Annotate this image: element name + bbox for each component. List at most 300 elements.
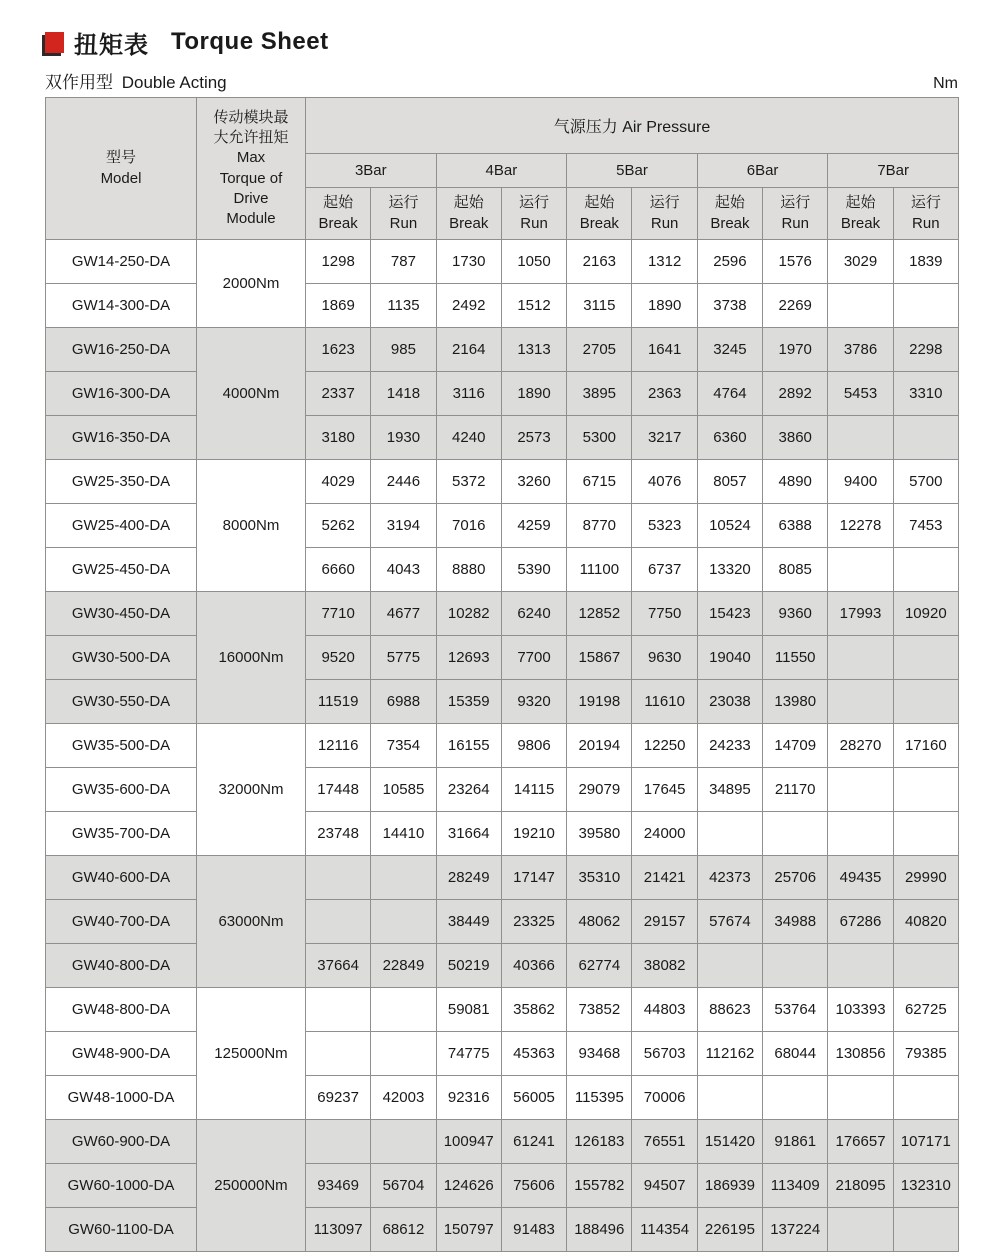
break-header-chinese: 起始	[323, 194, 354, 212]
torque-value-cell: 11550	[763, 636, 828, 680]
torque-value-cell: 3180	[306, 416, 371, 460]
torque-value-cell: 11100	[567, 548, 632, 592]
table-row	[46, 1164, 959, 1208]
torque-value-cell: 2573	[501, 416, 566, 460]
torque-value-cell	[763, 812, 828, 856]
torque-value-cell: 19040	[697, 636, 762, 680]
run-header-english: Run	[389, 214, 418, 232]
torque-value-cell: 7750	[632, 592, 697, 636]
torque-value-cell: 1512	[501, 284, 566, 328]
table-row	[46, 504, 959, 548]
torque-value-cell: 76551	[632, 1120, 697, 1164]
torque-value-cell	[893, 636, 958, 680]
model-cell: GW60-1000-DA	[46, 1164, 197, 1208]
torque-value-cell	[306, 1120, 371, 1164]
break-header	[436, 188, 501, 240]
subtitle-chinese: 双作用型	[45, 73, 113, 92]
torque-value-cell: 22849	[371, 944, 436, 988]
torque-value-cell: 985	[371, 328, 436, 372]
torque-value-cell: 15423	[697, 592, 762, 636]
max-torque-cell: 8000Nm	[197, 460, 306, 592]
torque-value-cell: 6360	[697, 416, 762, 460]
torque-value-cell: 92316	[436, 1076, 501, 1120]
torque-value-cell: 1418	[371, 372, 436, 416]
torque-value-cell	[697, 1076, 762, 1120]
torque-value-cell: 1839	[893, 240, 958, 284]
model-cell: GW16-250-DA	[46, 328, 197, 372]
model-cell: GW60-1100-DA	[46, 1208, 197, 1252]
torque-value-cell: 7016	[436, 504, 501, 548]
torque-value-cell: 12278	[828, 504, 893, 548]
torque-value-cell: 113409	[763, 1164, 828, 1208]
torque-value-cell: 2446	[371, 460, 436, 504]
max-torque-header-text	[197, 108, 305, 230]
torque-value-cell	[893, 944, 958, 988]
torque-value-cell	[306, 1032, 371, 1076]
torque-value-cell: 62725	[893, 988, 958, 1032]
torque-value-cell: 1576	[763, 240, 828, 284]
air-pressure-chinese: 气源压力	[553, 119, 618, 136]
torque-value-cell: 8085	[763, 548, 828, 592]
torque-value-cell: 2892	[763, 372, 828, 416]
torque-value-cell	[893, 416, 958, 460]
torque-value-cell: 1890	[632, 284, 697, 328]
torque-value-cell: 4029	[306, 460, 371, 504]
torque-value-cell	[893, 1208, 958, 1252]
torque-value-cell: 4043	[371, 548, 436, 592]
run-header	[632, 188, 697, 240]
torque-value-cell: 9630	[632, 636, 697, 680]
break-header	[306, 188, 371, 240]
torque-value-cell: 9400	[828, 460, 893, 504]
torque-value-cell: 226195	[697, 1208, 762, 1252]
torque-value-cell: 50219	[436, 944, 501, 988]
torque-value-cell: 4240	[436, 416, 501, 460]
torque-value-cell: 42373	[697, 856, 762, 900]
torque-value-cell: 42003	[371, 1076, 436, 1120]
max-torque-cell: 250000Nm	[197, 1120, 306, 1252]
model-cell: GW48-800-DA	[46, 988, 197, 1032]
torque-value-cell: 126183	[567, 1120, 632, 1164]
torque-value-cell	[371, 900, 436, 944]
break-header-english: Break	[579, 214, 619, 232]
title-chinese: 扭矩表	[74, 31, 149, 59]
table-row	[46, 680, 959, 724]
model-cell: GW48-900-DA	[46, 1032, 197, 1076]
max-torque-cell: 4000Nm	[197, 328, 306, 460]
torque-value-cell: 49435	[828, 856, 893, 900]
torque-value-cell: 5300	[567, 416, 632, 460]
torque-value-cell: 75606	[501, 1164, 566, 1208]
model-cell: GW30-500-DA	[46, 636, 197, 680]
torque-value-cell: 1313	[501, 328, 566, 372]
pressure-header: 7Bar	[828, 154, 959, 188]
max-torque-header-line: 传动模块最	[213, 108, 289, 126]
torque-value-cell: 28249	[436, 856, 501, 900]
torque-value-cell: 5453	[828, 372, 893, 416]
torque-value-cell: 14410	[371, 812, 436, 856]
table-header	[46, 98, 959, 240]
torque-value-cell: 8880	[436, 548, 501, 592]
torque-value-cell: 93469	[306, 1164, 371, 1208]
torque-value-cell: 7453	[893, 504, 958, 548]
torque-value-cell	[371, 1120, 436, 1164]
torque-value-cell: 17448	[306, 768, 371, 812]
torque-value-cell	[893, 680, 958, 724]
model-cell: GW48-1000-DA	[46, 1076, 197, 1120]
run-header-chinese: 运行	[910, 194, 941, 212]
torque-value-cell: 1623	[306, 328, 371, 372]
torque-value-cell: 115395	[567, 1076, 632, 1120]
torque-value-cell: 2164	[436, 328, 501, 372]
table-row	[46, 724, 959, 768]
torque-value-cell: 24000	[632, 812, 697, 856]
break-header-english: Break	[449, 214, 489, 232]
torque-value-cell: 38449	[436, 900, 501, 944]
torque-value-cell: 34988	[763, 900, 828, 944]
title-english: Torque Sheet	[171, 28, 329, 55]
max-torque-cell: 32000Nm	[197, 724, 306, 856]
torque-value-cell: 21170	[763, 768, 828, 812]
table-row	[46, 416, 959, 460]
break-header-chinese: 起始	[584, 194, 615, 212]
torque-value-cell: 100947	[436, 1120, 501, 1164]
table-row	[46, 988, 959, 1032]
torque-value-cell	[371, 856, 436, 900]
torque-value-cell: 23748	[306, 812, 371, 856]
torque-value-cell: 3245	[697, 328, 762, 372]
table-row	[46, 372, 959, 416]
torque-value-cell	[763, 944, 828, 988]
torque-value-cell	[828, 1208, 893, 1252]
torque-value-cell: 114354	[632, 1208, 697, 1252]
torque-value-cell: 74775	[436, 1032, 501, 1076]
run-header-english: Run	[650, 214, 679, 232]
torque-value-cell: 35862	[501, 988, 566, 1032]
model-header-chinese: 型号	[105, 149, 136, 167]
torque-value-cell: 69237	[306, 1076, 371, 1120]
torque-value-cell	[828, 636, 893, 680]
torque-value-cell: 1298	[306, 240, 371, 284]
model-header-english: Model	[100, 169, 142, 187]
model-cell: GW30-450-DA	[46, 592, 197, 636]
torque-value-cell: 5262	[306, 504, 371, 548]
run-header	[893, 188, 958, 240]
model-cell: GW25-450-DA	[46, 548, 197, 592]
torque-value-cell: 6388	[763, 504, 828, 548]
subtitle-row	[45, 68, 958, 93]
torque-value-cell: 29079	[567, 768, 632, 812]
torque-value-cell: 17993	[828, 592, 893, 636]
torque-value-cell: 15359	[436, 680, 501, 724]
torque-value-cell: 3217	[632, 416, 697, 460]
torque-value-cell: 6715	[567, 460, 632, 504]
model-column-header	[46, 98, 197, 240]
torque-value-cell	[763, 1076, 828, 1120]
torque-value-cell	[828, 768, 893, 812]
torque-value-cell: 40366	[501, 944, 566, 988]
torque-value-cell: 88623	[697, 988, 762, 1032]
torque-value-cell: 45363	[501, 1032, 566, 1076]
torque-value-cell: 132310	[893, 1164, 958, 1208]
torque-value-cell: 12250	[632, 724, 697, 768]
torque-value-cell: 3895	[567, 372, 632, 416]
torque-value-cell: 17147	[501, 856, 566, 900]
table-row	[46, 1032, 959, 1076]
torque-value-cell: 6660	[306, 548, 371, 592]
break-header-chinese: 起始	[845, 194, 876, 212]
run-header-chinese: 运行	[519, 194, 550, 212]
torque-value-cell: 1730	[436, 240, 501, 284]
torque-value-cell: 56703	[632, 1032, 697, 1076]
torque-value-cell	[893, 812, 958, 856]
model-cell: GW25-400-DA	[46, 504, 197, 548]
torque-value-cell: 3260	[501, 460, 566, 504]
torque-value-cell: 150797	[436, 1208, 501, 1252]
torque-value-cell: 14709	[763, 724, 828, 768]
pressure-header: 5Bar	[567, 154, 698, 188]
break-header-chinese: 起始	[714, 194, 745, 212]
run-header-english: Run	[520, 214, 548, 232]
torque-value-cell: 5323	[632, 504, 697, 548]
torque-value-cell: 9520	[306, 636, 371, 680]
torque-value-cell: 93468	[567, 1032, 632, 1076]
air-pressure-header	[306, 98, 959, 154]
table-row	[46, 944, 959, 988]
torque-value-cell: 39580	[567, 812, 632, 856]
torque-value-cell: 25706	[763, 856, 828, 900]
torque-value-cell: 19198	[567, 680, 632, 724]
torque-value-cell: 2337	[306, 372, 371, 416]
torque-value-cell: 6737	[632, 548, 697, 592]
torque-value-cell: 38082	[632, 944, 697, 988]
model-cell: GW40-700-DA	[46, 900, 197, 944]
torque-value-cell: 2363	[632, 372, 697, 416]
torque-value-cell: 14115	[501, 768, 566, 812]
torque-value-cell: 3860	[763, 416, 828, 460]
torque-value-cell: 62774	[567, 944, 632, 988]
run-header	[371, 188, 436, 240]
max-torque-cell: 2000Nm	[197, 240, 306, 328]
max-torque-column-header	[197, 98, 306, 240]
torque-value-cell: 7700	[501, 636, 566, 680]
table-row	[46, 460, 959, 504]
torque-value-cell: 4764	[697, 372, 762, 416]
torque-value-cell: 13980	[763, 680, 828, 724]
torque-value-cell	[306, 856, 371, 900]
torque-value-cell: 57674	[697, 900, 762, 944]
torque-value-cell	[828, 1076, 893, 1120]
torque-value-cell	[828, 944, 893, 988]
torque-value-cell: 218095	[828, 1164, 893, 1208]
torque-value-cell: 56704	[371, 1164, 436, 1208]
torque-value-cell: 59081	[436, 988, 501, 1032]
table-row	[46, 768, 959, 812]
torque-value-cell: 1135	[371, 284, 436, 328]
torque-value-cell	[697, 812, 762, 856]
torque-value-cell: 23325	[501, 900, 566, 944]
torque-value-cell: 3786	[828, 328, 893, 372]
torque-value-cell	[893, 768, 958, 812]
red-square-icon	[45, 32, 64, 53]
torque-value-cell: 28270	[828, 724, 893, 768]
torque-value-cell: 21421	[632, 856, 697, 900]
torque-value-cell	[306, 900, 371, 944]
torque-value-cell: 1930	[371, 416, 436, 460]
torque-value-cell: 91483	[501, 1208, 566, 1252]
torque-value-cell: 40820	[893, 900, 958, 944]
torque-value-cell: 9360	[763, 592, 828, 636]
torque-value-cell	[371, 1032, 436, 1076]
torque-value-cell: 13320	[697, 548, 762, 592]
break-header-english: Break	[318, 214, 358, 232]
torque-value-cell: 2163	[567, 240, 632, 284]
model-cell: GW30-550-DA	[46, 680, 197, 724]
max-torque-header-line: Torque of	[219, 169, 283, 187]
torque-value-cell	[828, 812, 893, 856]
model-cell: GW14-250-DA	[46, 240, 197, 284]
torque-value-cell: 2596	[697, 240, 762, 284]
torque-value-cell: 31664	[436, 812, 501, 856]
torque-value-cell: 4076	[632, 460, 697, 504]
run-header-chinese: 运行	[388, 194, 419, 212]
torque-value-cell: 3194	[371, 504, 436, 548]
torque-value-cell: 8057	[697, 460, 762, 504]
table-row	[46, 1208, 959, 1252]
break-header-chinese: 起始	[453, 194, 484, 212]
torque-value-cell: 7354	[371, 724, 436, 768]
table-row	[46, 548, 959, 592]
torque-value-cell: 3738	[697, 284, 762, 328]
model-cell: GW40-600-DA	[46, 856, 197, 900]
torque-value-cell: 3029	[828, 240, 893, 284]
torque-value-cell: 6240	[501, 592, 566, 636]
break-header	[828, 188, 893, 240]
model-cell: GW25-350-DA	[46, 460, 197, 504]
model-cell: GW16-350-DA	[46, 416, 197, 460]
torque-value-cell: 9320	[501, 680, 566, 724]
model-cell: GW35-600-DA	[46, 768, 197, 812]
torque-value-cell: 3115	[567, 284, 632, 328]
torque-value-cell: 2492	[436, 284, 501, 328]
run-header-english: Run	[912, 214, 940, 232]
torque-value-cell: 8770	[567, 504, 632, 548]
torque-table	[45, 97, 959, 1252]
max-torque-cell: 125000Nm	[197, 988, 306, 1120]
torque-value-cell: 1641	[632, 328, 697, 372]
torque-value-cell: 130856	[828, 1032, 893, 1076]
torque-value-cell: 29157	[632, 900, 697, 944]
run-header-chinese: 运行	[649, 194, 680, 212]
break-header	[697, 188, 762, 240]
pressure-header: 4Bar	[436, 154, 567, 188]
torque-value-cell: 787	[371, 240, 436, 284]
table-row	[46, 592, 959, 636]
model-cell: GW16-300-DA	[46, 372, 197, 416]
torque-value-cell: 1050	[501, 240, 566, 284]
torque-value-cell: 2705	[567, 328, 632, 372]
torque-value-cell: 48062	[567, 900, 632, 944]
torque-value-cell: 91861	[763, 1120, 828, 1164]
torque-value-cell: 23038	[697, 680, 762, 724]
torque-value-cell: 10585	[371, 768, 436, 812]
torque-value-cell: 23264	[436, 768, 501, 812]
torque-value-cell: 186939	[697, 1164, 762, 1208]
torque-value-cell: 56005	[501, 1076, 566, 1120]
torque-value-cell: 1869	[306, 284, 371, 328]
torque-value-cell: 10920	[893, 592, 958, 636]
model-cell: GW35-700-DA	[46, 812, 197, 856]
table-row	[46, 900, 959, 944]
torque-value-cell	[371, 988, 436, 1032]
torque-value-cell: 1970	[763, 328, 828, 372]
max-torque-cell: 16000Nm	[197, 592, 306, 724]
torque-value-cell: 53764	[763, 988, 828, 1032]
table-body	[46, 240, 959, 1252]
torque-value-cell: 16155	[436, 724, 501, 768]
torque-value-cell: 3116	[436, 372, 501, 416]
run-header	[501, 188, 566, 240]
table-row	[46, 1076, 959, 1120]
torque-value-cell: 24233	[697, 724, 762, 768]
max-torque-header-line: Module	[226, 210, 276, 227]
torque-value-cell: 103393	[828, 988, 893, 1032]
table-row	[46, 328, 959, 372]
pressure-header: 6Bar	[697, 154, 828, 188]
torque-value-cell: 5390	[501, 548, 566, 592]
torque-value-cell: 12116	[306, 724, 371, 768]
torque-value-cell: 1312	[632, 240, 697, 284]
torque-value-cell: 15867	[567, 636, 632, 680]
torque-value-cell	[306, 988, 371, 1032]
run-header	[763, 188, 828, 240]
torque-value-cell	[828, 284, 893, 328]
torque-value-cell: 17645	[632, 768, 697, 812]
unit-label: Nm	[933, 75, 958, 92]
torque-value-cell: 44803	[632, 988, 697, 1032]
torque-value-cell: 37664	[306, 944, 371, 988]
table-row	[46, 636, 959, 680]
torque-value-cell: 1890	[501, 372, 566, 416]
torque-value-cell: 20194	[567, 724, 632, 768]
torque-value-cell: 68044	[763, 1032, 828, 1076]
torque-value-cell: 137224	[763, 1208, 828, 1252]
torque-value-cell	[828, 416, 893, 460]
torque-value-cell: 155782	[567, 1164, 632, 1208]
torque-value-cell: 2269	[763, 284, 828, 328]
torque-value-cell: 79385	[893, 1032, 958, 1076]
torque-value-cell: 6988	[371, 680, 436, 724]
torque-value-cell: 107171	[893, 1120, 958, 1164]
torque-value-cell: 5775	[371, 636, 436, 680]
torque-value-cell: 34895	[697, 768, 762, 812]
torque-value-cell: 7710	[306, 592, 371, 636]
torque-value-cell: 67286	[828, 900, 893, 944]
torque-value-cell: 94507	[632, 1164, 697, 1208]
torque-value-cell	[893, 548, 958, 592]
torque-value-cell: 17160	[893, 724, 958, 768]
torque-value-cell: 9806	[501, 724, 566, 768]
torque-value-cell	[828, 680, 893, 724]
break-header	[567, 188, 632, 240]
torque-value-cell	[893, 284, 958, 328]
page-title	[42, 26, 958, 58]
torque-value-cell: 12852	[567, 592, 632, 636]
torque-value-cell: 188496	[567, 1208, 632, 1252]
table-row	[46, 812, 959, 856]
subtitle-english: Double Acting	[121, 73, 227, 92]
table-row	[46, 1120, 959, 1164]
